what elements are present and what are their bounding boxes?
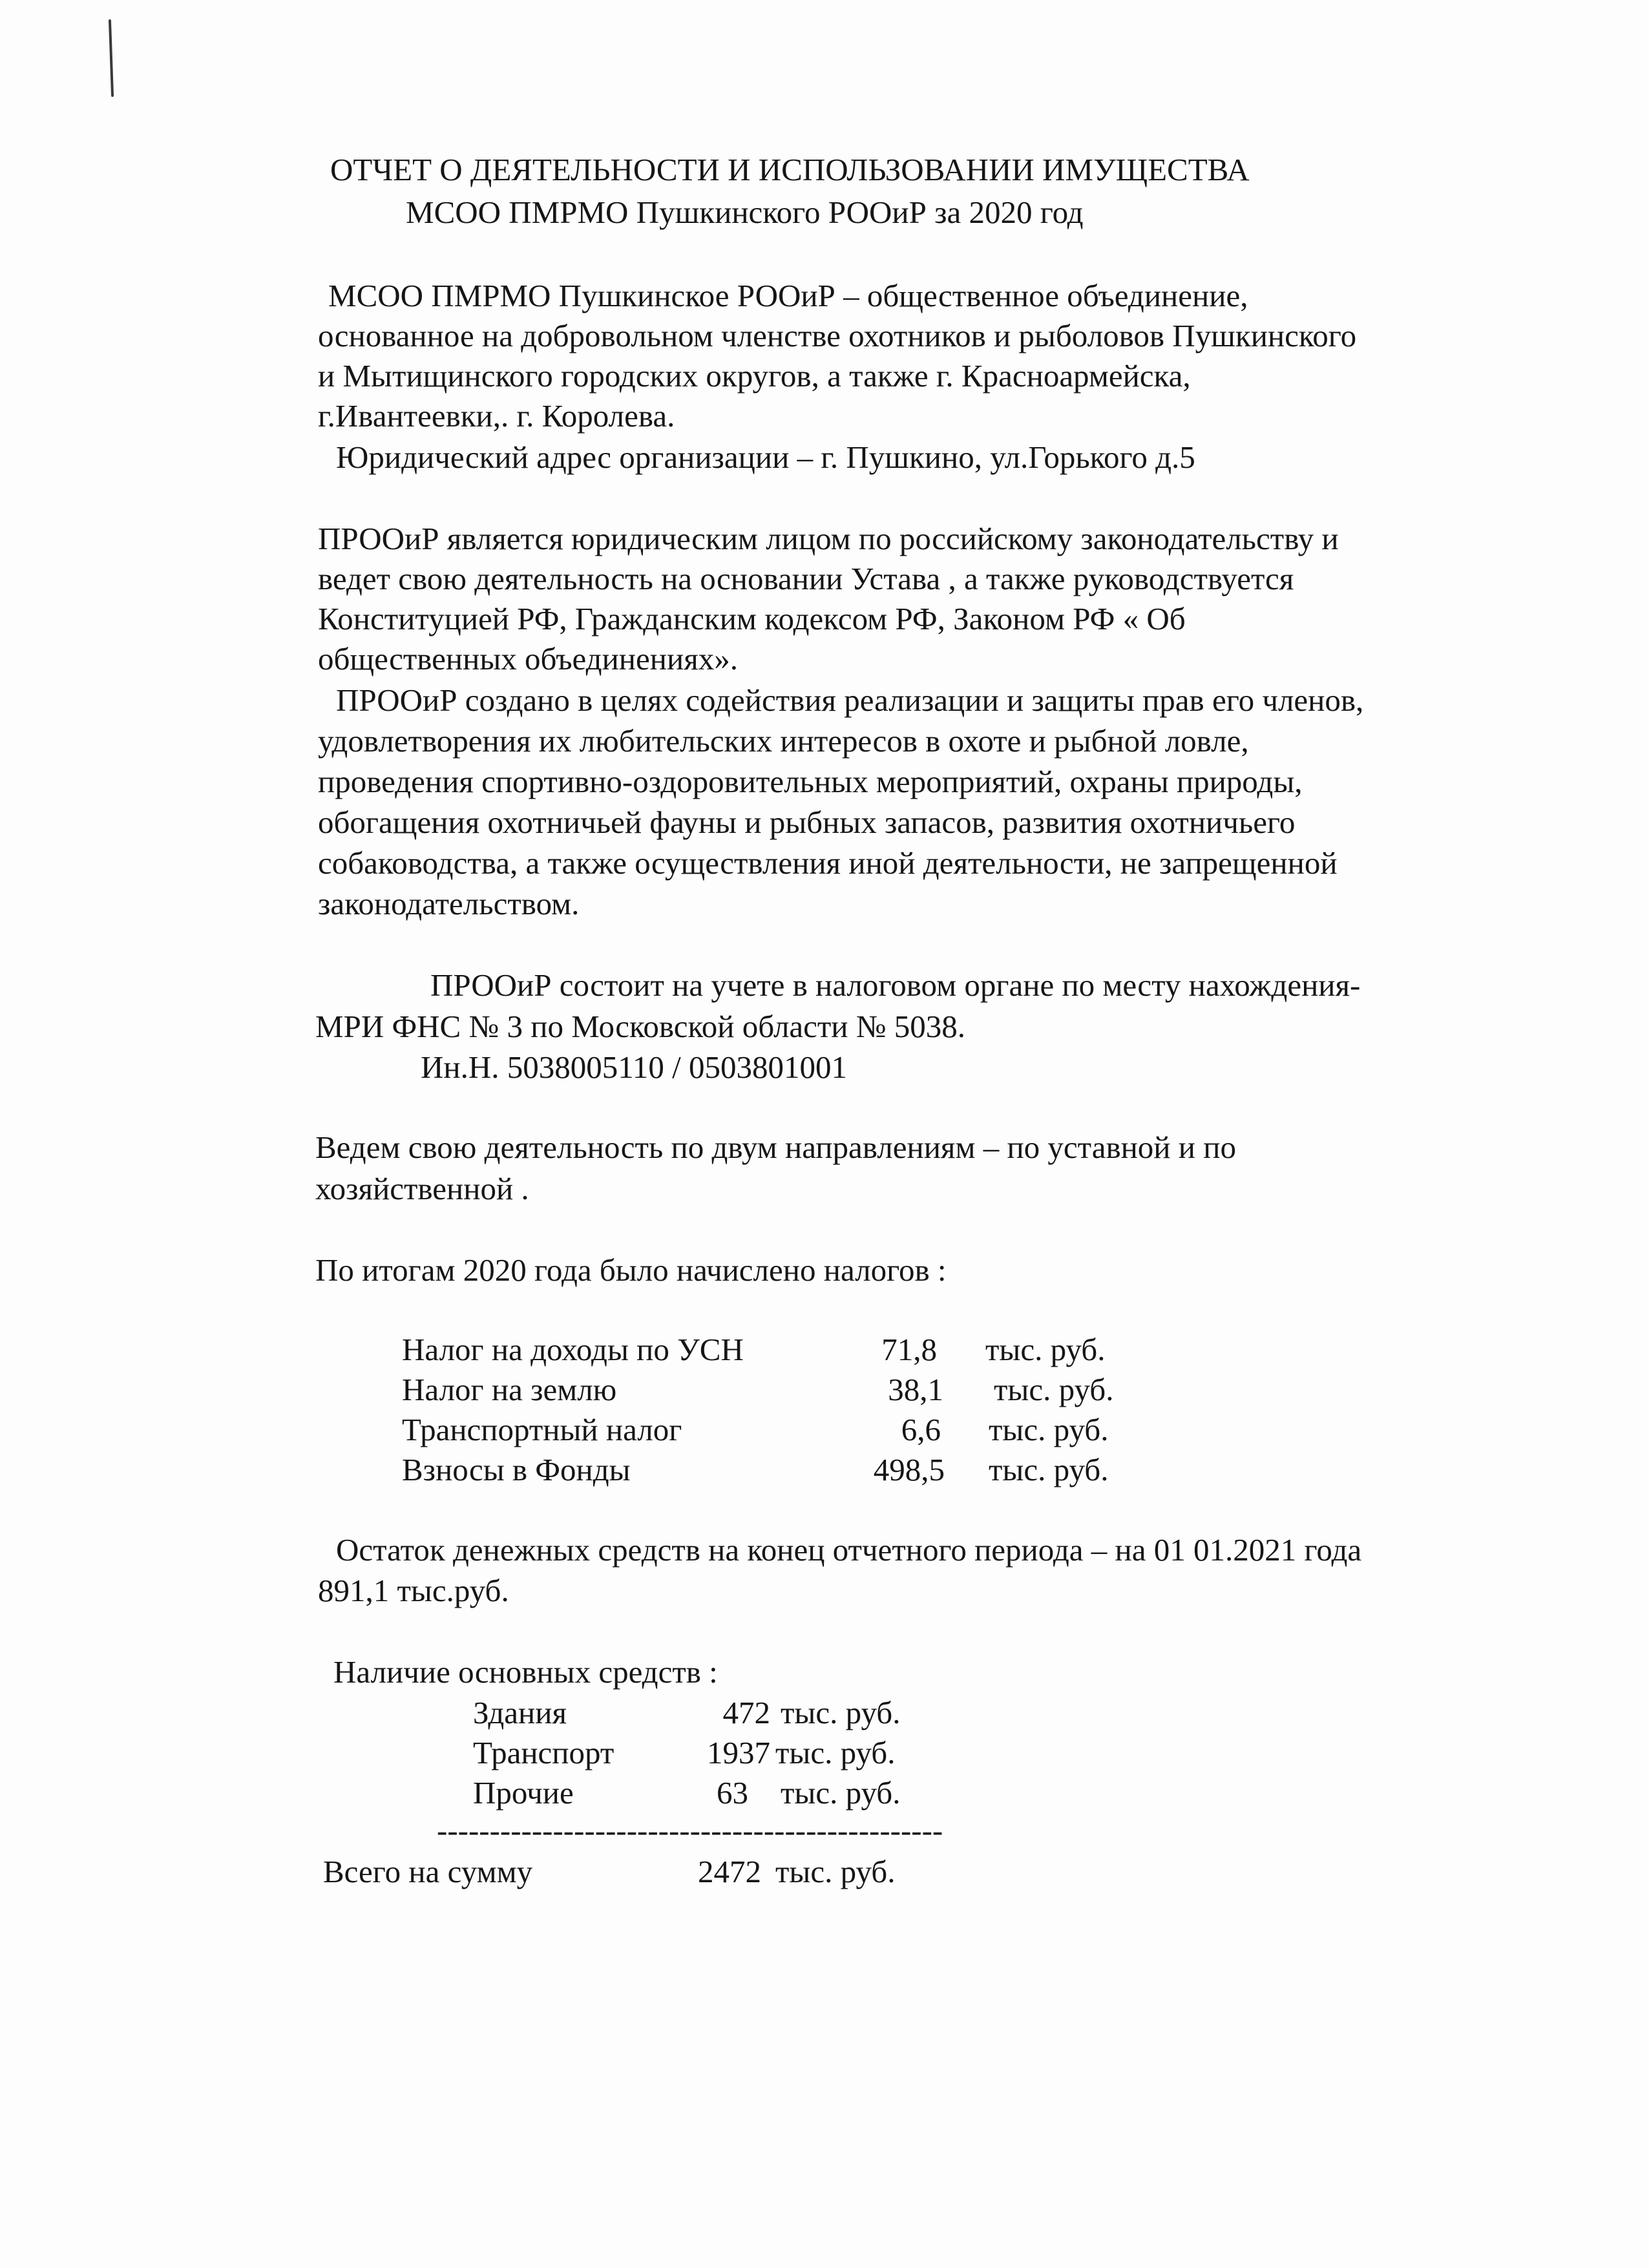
document-subtitle: МСОО ПМРМО Пушкинского РООиР за 2020 год [406,194,1084,230]
purpose-line: ПРООиР создано в целях содействия реализации и защиты прав его членов, [336,682,1364,718]
tax-label: Налог на землю [402,1372,617,1407]
purpose-line: обогащения охотничьей фауны и рыбных запасов, развития охотничьего [318,804,1296,840]
tax-registration-line: ПРООиР состоит на учете в налоговом органе по месту нахождения- [430,967,1361,1003]
assets-heading: Наличие основных средств : [333,1654,718,1690]
tax-label: Взносы в Фонды [402,1452,631,1487]
asset-label: Здания [473,1695,567,1730]
total-value: 2472 [698,1854,761,1889]
legal-line: общественных объединениях». [318,641,739,677]
purpose-line: удовлетворения их любительских интересов в охоте и рыбной ловле, [318,723,1249,759]
purpose-line: законодательством. [318,886,580,921]
legal-line: ПРООиР является юридическим лицом по российскому законодательству и [318,521,1339,556]
tax-unit: тыс. руб. [985,1332,1106,1367]
tax-label: Транспортный налог [402,1412,682,1447]
intro-line: г.Ивантеевки,. г. Королева. [318,398,675,434]
legal-line: Конституцией РФ, Гражданским кодексом РФ, Законом РФ « Об [318,601,1186,636]
tax-label: Налог на доходы по УСН [402,1332,744,1367]
tax-value: 38,1 [888,1372,943,1407]
document-title: ОТЧЕТ О ДЕЯТЕЛЬНОСТИ И ИСПОЛЬЗОВАНИИ ИМУЩЕСТВА [330,152,1250,187]
tax-unit: тыс. руб. [994,1372,1114,1407]
asset-value: 63 [717,1775,748,1811]
taxes-heading: По итогам 2020 года было начислено налогов : [315,1252,947,1288]
total-separator: ------------------------------------------------ [437,1812,943,1848]
asset-unit: тыс. руб. [775,1735,896,1770]
purpose-line: собаководства, а также осуществления иной деятельности, не запрещенной [318,845,1338,881]
purpose-line: проведения спортивно-оздоровительных мероприятий, охраны природы, [318,764,1303,799]
tax-unit: тыс. руб. [989,1452,1109,1487]
asset-value: 472 [722,1695,770,1730]
tax-unit: тыс. руб. [989,1412,1109,1447]
asset-label: Прочие [473,1775,574,1811]
activity-line: Ведем свою деятельность по двум направлениям – по уставной и по [315,1129,1236,1165]
balance-amount: 891,1 тыс.руб. [318,1573,509,1608]
total-unit: тыс. руб. [775,1854,896,1889]
balance-line: Остаток денежных средств на конец отчетного периода – на 01 01.2021 года [336,1532,1362,1568]
activity-line: хозяйственной . [315,1171,529,1206]
asset-unit: тыс. руб. [781,1775,901,1811]
asset-label: Транспорт [473,1735,614,1770]
legal-line: ведет свою деятельность на основании Устава , а также руководствуется [318,561,1294,596]
intro-line: и Мытищинского городских округов, а также г. Красноармейска, [318,358,1191,394]
inn-number: Ин.Н. 5038005110 / 0503801001 [421,1049,848,1085]
total-label: Всего на сумму [323,1854,533,1889]
tax-registration-line: МРИ ФНС № 3 по Московской области № 5038. [315,1009,966,1044]
asset-value: 1937 [707,1735,770,1770]
intro-line: основанное на добровольном членстве охотников и рыболовов Пушкинского [318,318,1357,353]
legal-address: Юридический адрес организации – г. Пушкино, ул.Горького д.5 [336,439,1195,475]
scan-mark [109,19,114,97]
tax-value: 71,8 [881,1332,937,1367]
tax-value: 498,5 [873,1452,945,1487]
tax-value: 6,6 [901,1412,941,1447]
intro-line: МСОО ПМРМО Пушкинское РООиР – общественное объединение, [328,278,1248,313]
asset-unit: тыс. руб. [781,1695,901,1730]
